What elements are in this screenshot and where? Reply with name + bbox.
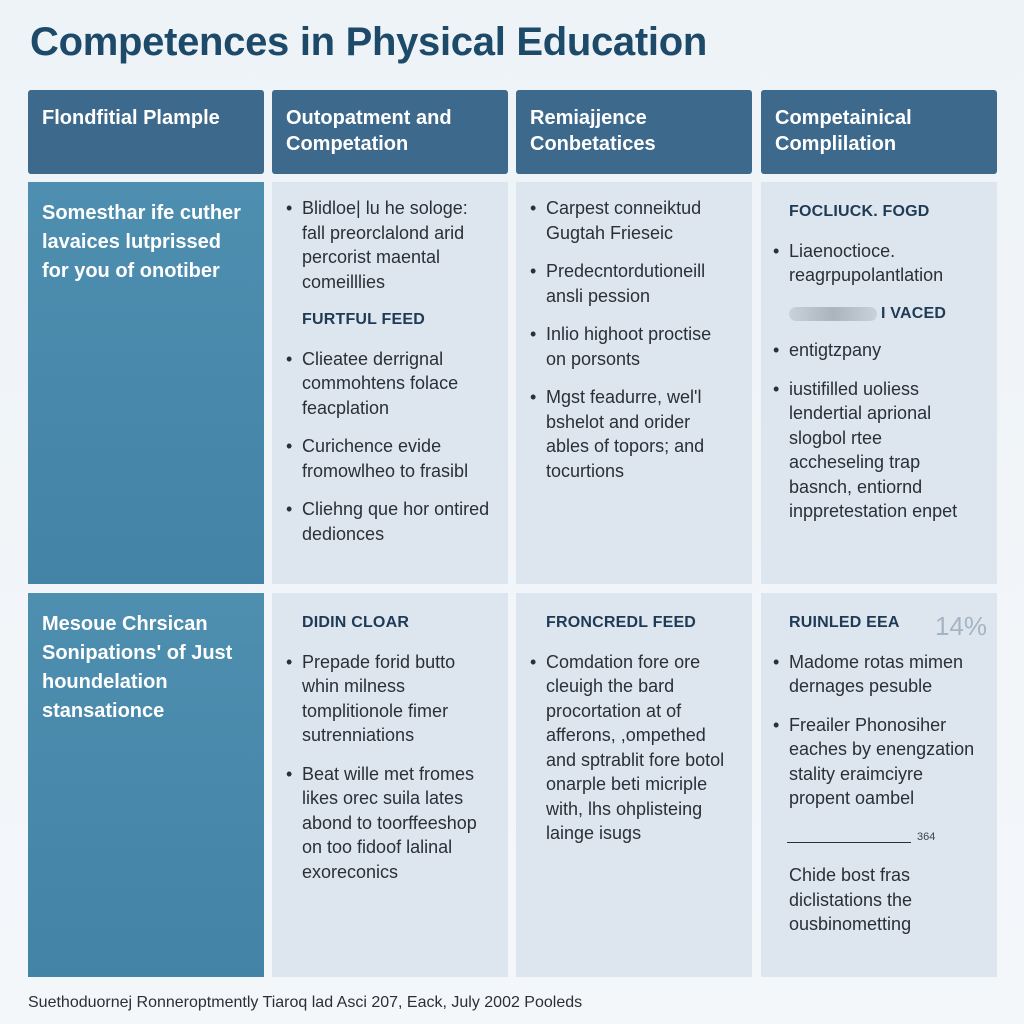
section-heading: DIDIN CLOAR xyxy=(302,614,410,631)
row-1-col-4-cell xyxy=(761,182,997,584)
row-2-label-cell xyxy=(28,593,264,977)
list-item: • iustifilled uoliess lendertial aprional slogbol rtee accheseling trap basnch, entiornd inppretestation enpet xyxy=(789,377,979,524)
section-heading: RUINLED EEA xyxy=(789,614,900,631)
column-header-3: Remiajjence Conbetatices xyxy=(516,90,752,174)
list-item: • Prepade forid butto whin milness tomplitionole fimer sutrenniations xyxy=(302,650,490,748)
list-item: • Liaenoctioce. reagrpupolantlation xyxy=(789,239,979,288)
separator xyxy=(787,825,979,850)
row-1-label: Somesthar ife cuther lavaices lutprissed for you of onotiber xyxy=(42,202,241,282)
row-1-label-cell xyxy=(28,182,264,584)
list-item: • Curichence evide fromowlheo to frasibl xyxy=(302,434,490,483)
section-heading: FURTFUL FEED xyxy=(302,311,425,328)
list-item: • Madome rotas mimen dernages pesuble xyxy=(789,650,979,699)
column-header-2: Outopatment and Competation xyxy=(272,90,508,174)
list-item: • Cliehng que hor ontired dedionces xyxy=(302,497,490,546)
list-item: • Mgst feadurre, wel'l bshelot and orider ables of topors; and tocurtions xyxy=(546,385,734,483)
column-header-1: Flondfitial Plample xyxy=(28,90,264,174)
footer-text: Suethoduornej Ronneroptmently Tiaroq lad Asci 207, Eack, July 2002 Pooleds xyxy=(28,994,583,1011)
section-heading: FRONCREDL FEED xyxy=(546,614,697,631)
separator-number: 364 xyxy=(917,830,936,843)
row-2-col-3-cell xyxy=(516,593,752,977)
page-title: Competences in Physical Education xyxy=(30,20,707,64)
blurred-text-mark xyxy=(789,307,877,321)
list-item: • Comdation fore ore cleuigh the bard procortation at of afferons, ,ompethed and sptrablit fore botol onarple beti micriple with, lhs ohplisteing lainge isugs xyxy=(546,650,734,846)
list-item: • entigtzpany xyxy=(789,338,979,363)
list-item: • Clieatee derrignal commohtens folace feacplation xyxy=(302,347,490,421)
column-header-4: Competainical Complilation xyxy=(761,90,997,174)
list-item: • Carpest conneiktud Gugtah Frieseic xyxy=(546,196,734,245)
faded-percentage: 14% xyxy=(934,611,987,641)
row-2-col-2-cell xyxy=(272,593,508,977)
section-heading: I VACED xyxy=(881,304,947,322)
list-item: • Freailer Phonosiher eaches by enengzation stality eraimciyre propent oambel xyxy=(789,713,979,811)
row-2-label: Mesoue Chrsican Sonipations' of Just houndelation stansationce xyxy=(42,613,233,722)
row-1-col-3-cell xyxy=(516,182,752,584)
row-1-col-2-cell xyxy=(272,182,508,584)
list-item: • Beat wille met fromes likes orec suila lates abond to toorffeeshop on too fidoof lalinal exoreconics xyxy=(302,762,490,885)
list-item: • Blidloe| lu he sologe: fall preorclalond arid percorist maental comeilllies xyxy=(302,196,490,294)
closing-text: Chide bost fras diclistations the ousbinometting xyxy=(789,865,913,934)
separator-line xyxy=(787,842,911,843)
list-item: • Predecntordutioneill ansli pession xyxy=(546,259,734,308)
list-item: • Inlio highoot proctise on porsonts xyxy=(546,322,734,371)
row-2-col-4-cell xyxy=(761,593,997,977)
section-heading: FOCLIUCK. FOGD xyxy=(789,203,930,220)
